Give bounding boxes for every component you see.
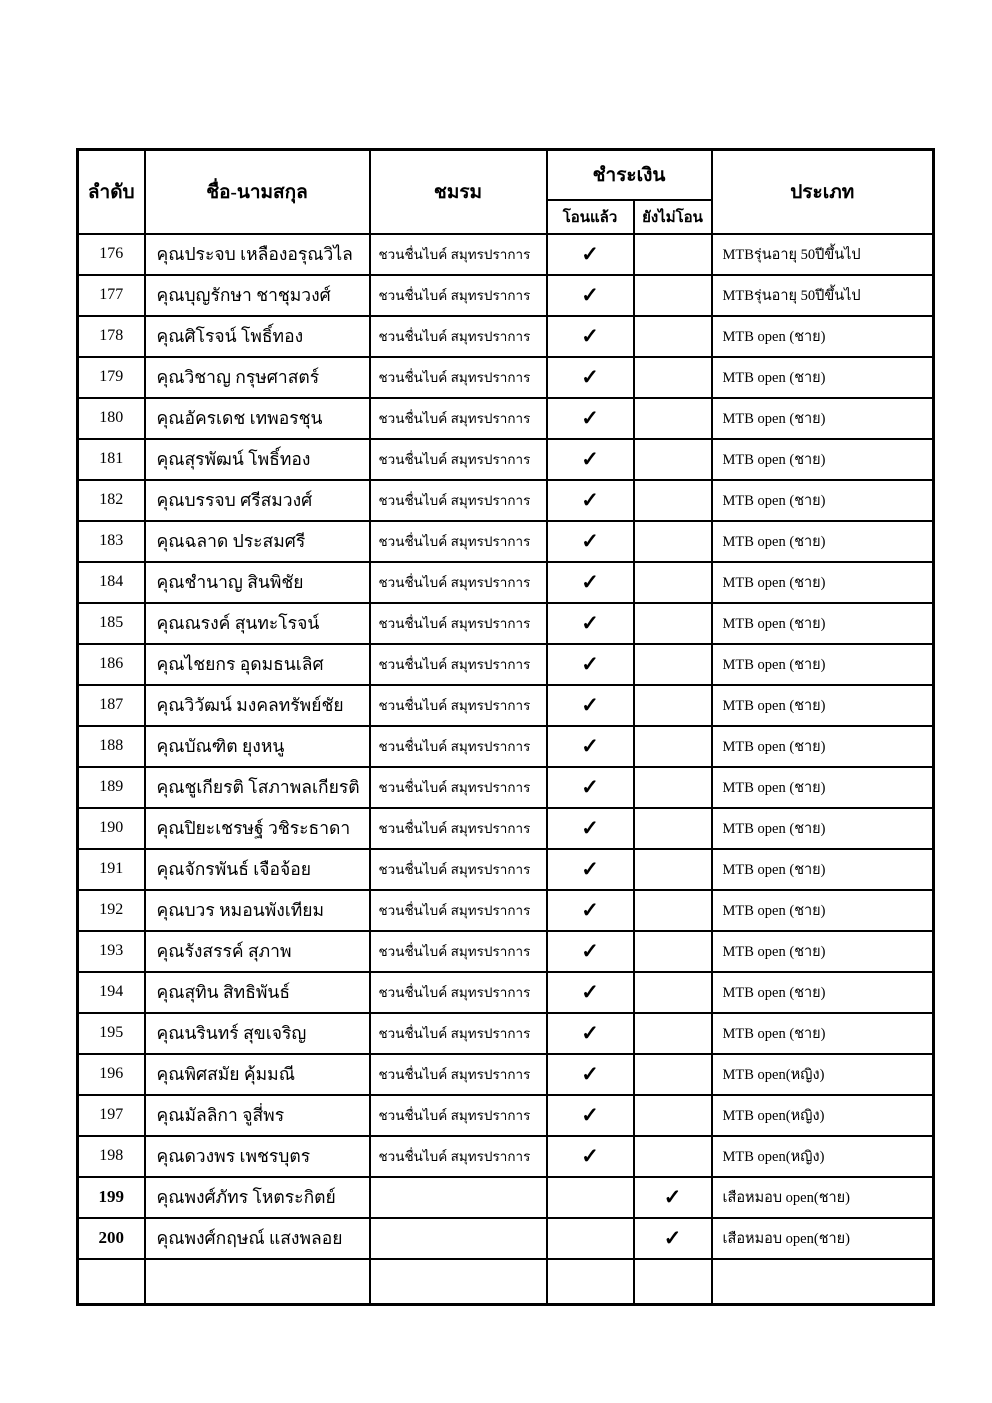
cell-name: คุณบรรจบ ศรีสมวงศ์ — [145, 480, 370, 521]
cell-no: 181 — [78, 439, 145, 480]
unpaid-check-icon — [634, 521, 712, 562]
cell-no: 178 — [78, 316, 145, 357]
cell-club: ชวนชื่นไบค์ สมุทรปราการ — [370, 234, 547, 275]
table-row — [78, 808, 934, 849]
paid-check-icon: ✓ — [547, 234, 634, 275]
table-row — [78, 726, 934, 767]
table-row — [78, 685, 934, 726]
unpaid-check-icon — [634, 685, 712, 726]
cell-name: คุณบุญรักษา ชาชุมวงศ์ — [145, 275, 370, 316]
cell-category: MTB open (ชาย) — [712, 726, 934, 767]
cell-name: คุณฉลาด ประสมศรี — [145, 521, 370, 562]
paid-check-icon: ✓ — [547, 1136, 634, 1177]
cell-name: คุณมัลลิกา จูสี่พร — [145, 1095, 370, 1136]
cell-club: ชวนชื่นไบค์ สมุทรปราการ — [370, 480, 547, 521]
cell-no: 198 — [78, 1136, 145, 1177]
cell-club: ชวนชื่นไบค์ สมุทรปราการ — [370, 521, 547, 562]
paid-check-icon: ✓ — [547, 972, 634, 1013]
cell-category: เสือหมอบ open(ชาย) — [712, 1177, 934, 1218]
cell-club: ชวนชื่นไบค์ สมุทรปราการ — [370, 603, 547, 644]
header-club: ชมรม — [370, 150, 547, 234]
table-row — [78, 480, 934, 521]
cell-club: ชวนชื่นไบค์ สมุทรปราการ — [370, 685, 547, 726]
cell-club — [370, 1177, 547, 1218]
unpaid-check-icon — [634, 890, 712, 931]
cell-club: ชวนชื่นไบค์ สมุทรปราการ — [370, 726, 547, 767]
cell-name: คุณพงศ์ภัทร โหตระกิตย์ — [145, 1177, 370, 1218]
cell-name: คุณวิชาญ กรุษศาสตร์ — [145, 357, 370, 398]
cell-no: 191 — [78, 849, 145, 890]
table-row — [78, 890, 934, 931]
cell-no: 196 — [78, 1054, 145, 1095]
cell-club — [370, 1218, 547, 1259]
paid-check-icon: ✓ — [547, 1013, 634, 1054]
header-name: ชื่อ-นามสกุล — [145, 150, 370, 234]
table-row — [78, 1177, 934, 1218]
unpaid-check-icon — [634, 972, 712, 1013]
paid-check-icon: ✓ — [547, 808, 634, 849]
table-row — [78, 234, 934, 275]
cell-club: ชวนชื่นไบค์ สมุทรปราการ — [370, 562, 547, 603]
cell-name: คุณสุรพัฒน์ โพธิ์ทอง — [145, 439, 370, 480]
cell-no: 185 — [78, 603, 145, 644]
cell-category: MTB open (ชาย) — [712, 398, 934, 439]
cell-no: 176 — [78, 234, 145, 275]
cell-no: 193 — [78, 931, 145, 972]
cell-no: 195 — [78, 1013, 145, 1054]
table-row — [78, 562, 934, 603]
cell-club: ชวนชื่นไบค์ สมุทรปราการ — [370, 767, 547, 808]
cell-name: คุณประจบ เหลืองอรุณวิไล — [145, 234, 370, 275]
cell-name: คุณรังสรรค์ สุภาพ — [145, 931, 370, 972]
cell-club: ชวนชื่นไบค์ สมุทรปราการ — [370, 644, 547, 685]
header-payment: ชำระเงิน — [547, 150, 712, 200]
table-row — [78, 316, 934, 357]
unpaid-check-icon — [634, 931, 712, 972]
cell-category: MTB open(หญิง) — [712, 1136, 934, 1177]
table-header — [78, 150, 934, 234]
paid-check-icon: ✓ — [547, 931, 634, 972]
cell-club: ชวนชื่นไบค์ สมุทรปราการ — [370, 316, 547, 357]
unpaid-check-icon — [634, 1259, 712, 1305]
paid-check-icon: ✓ — [547, 480, 634, 521]
cell-no: 187 — [78, 685, 145, 726]
paid-check-icon: ✓ — [547, 1054, 634, 1095]
cell-club: ชวนชื่นไบค์ สมุทรปราการ — [370, 849, 547, 890]
cell-no: 200 — [78, 1218, 145, 1259]
table-row — [78, 603, 934, 644]
registration-table — [76, 148, 935, 1306]
unpaid-check-icon — [634, 644, 712, 685]
paid-check-icon: ✓ — [547, 521, 634, 562]
table-row — [78, 972, 934, 1013]
cell-name: คุณพิศสมัย คุ้มมณี — [145, 1054, 370, 1095]
cell-category: MTB open (ชาย) — [712, 890, 934, 931]
cell-club: ชวนชื่นไบค์ สมุทรปราการ — [370, 972, 547, 1013]
table-row — [78, 644, 934, 685]
table-row — [78, 1095, 934, 1136]
cell-name: คุณดวงพร เพชรบุตร — [145, 1136, 370, 1177]
cell-name: คุณศิโรจน์ โพธิ์ทอง — [145, 316, 370, 357]
cell-club: ชวนชื่นไบค์ สมุทรปราการ — [370, 931, 547, 972]
cell-no: 190 — [78, 808, 145, 849]
unpaid-check-icon — [634, 1136, 712, 1177]
cell-club: ชวนชื่นไบค์ สมุทรปราการ — [370, 398, 547, 439]
unpaid-check-icon: ✓ — [634, 1218, 712, 1259]
cell-category: MTB open (ชาย) — [712, 972, 934, 1013]
unpaid-check-icon — [634, 1095, 712, 1136]
paid-check-icon: ✓ — [547, 439, 634, 480]
cell-name: คุณพงศ์กฤษณ์ แสงพลอย — [145, 1218, 370, 1259]
unpaid-check-icon — [634, 562, 712, 603]
cell-name: คุณณรงค์ สุนทะโรจน์ — [145, 603, 370, 644]
cell-name: คุณบวร หมอนพังเทียม — [145, 890, 370, 931]
paid-check-icon: ✓ — [547, 398, 634, 439]
cell-category: MTB open (ชาย) — [712, 603, 934, 644]
unpaid-check-icon — [634, 1013, 712, 1054]
cell-category: MTB open (ชาย) — [712, 685, 934, 726]
paid-check-icon: ✓ — [547, 316, 634, 357]
cell-no — [78, 1259, 145, 1305]
document-page — [76, 148, 935, 1306]
cell-no: 182 — [78, 480, 145, 521]
unpaid-check-icon — [634, 808, 712, 849]
cell-category: MTB open (ชาย) — [712, 1013, 934, 1054]
cell-club: ชวนชื่นไบค์ สมุทรปราการ — [370, 357, 547, 398]
cell-name — [145, 1259, 370, 1305]
table-row — [78, 1259, 934, 1305]
unpaid-check-icon — [634, 849, 712, 890]
cell-category: MTB open (ชาย) — [712, 931, 934, 972]
table-row — [78, 275, 934, 316]
cell-no: 177 — [78, 275, 145, 316]
table-row — [78, 439, 934, 480]
cell-no: 192 — [78, 890, 145, 931]
cell-no: 183 — [78, 521, 145, 562]
cell-category: MTB open (ชาย) — [712, 808, 934, 849]
paid-check-icon — [547, 1259, 634, 1305]
table-row — [78, 398, 934, 439]
cell-name: คุณสุทิน สิทธิพันธ์ — [145, 972, 370, 1013]
unpaid-check-icon — [634, 275, 712, 316]
cell-name: คุณอัครเดช เทพอรชุน — [145, 398, 370, 439]
cell-club: ชวนชื่นไบค์ สมุทรปราการ — [370, 275, 547, 316]
table-row — [78, 521, 934, 562]
cell-category: MTB open (ชาย) — [712, 316, 934, 357]
cell-club: ชวนชื่นไบค์ สมุทรปราการ — [370, 890, 547, 931]
table-row — [78, 931, 934, 972]
cell-no: 179 — [78, 357, 145, 398]
header-no: ลำดับ — [78, 150, 145, 234]
cell-club: ชวนชื่นไบค์ สมุทรปราการ — [370, 1136, 547, 1177]
paid-check-icon: ✓ — [547, 562, 634, 603]
paid-check-icon: ✓ — [547, 849, 634, 890]
cell-name: คุณบัณฑิต ยุงหนู — [145, 726, 370, 767]
unpaid-check-icon: ✓ — [634, 1177, 712, 1218]
cell-name: คุณวิวัฒน์ มงคลทรัพย์ชัย — [145, 685, 370, 726]
cell-category: เสือหมอบ open(ชาย) — [712, 1218, 934, 1259]
table-row — [78, 767, 934, 808]
cell-no: 194 — [78, 972, 145, 1013]
cell-category: MTB open (ชาย) — [712, 357, 934, 398]
cell-name: คุณนรินทร์ สุขเจริญ — [145, 1013, 370, 1054]
paid-check-icon: ✓ — [547, 275, 634, 316]
paid-check-icon: ✓ — [547, 767, 634, 808]
cell-category: MTB open (ชาย) — [712, 562, 934, 603]
unpaid-check-icon — [634, 603, 712, 644]
table-row — [78, 1218, 934, 1259]
table-row — [78, 849, 934, 890]
cell-no: 197 — [78, 1095, 145, 1136]
cell-category: MTB open(หญิง) — [712, 1054, 934, 1095]
cell-club: ชวนชื่นไบค์ สมุทรปราการ — [370, 1054, 547, 1095]
cell-club: ชวนชื่นไบค์ สมุทรปราการ — [370, 808, 547, 849]
paid-check-icon: ✓ — [547, 685, 634, 726]
paid-check-icon: ✓ — [547, 1095, 634, 1136]
cell-no: 180 — [78, 398, 145, 439]
paid-check-icon: ✓ — [547, 603, 634, 644]
header-paid: โอนแล้ว — [547, 200, 634, 234]
paid-check-icon — [547, 1177, 634, 1218]
table-row — [78, 357, 934, 398]
cell-category: MTBรุ่นอายุ 50ปีขึ้นไป — [712, 234, 934, 275]
paid-check-icon: ✓ — [547, 644, 634, 685]
cell-category: MTB open (ชาย) — [712, 480, 934, 521]
cell-category: MTB open(หญิง) — [712, 1095, 934, 1136]
cell-name: คุณชูเกียรติ โสภาพลเกียรติ — [145, 767, 370, 808]
cell-category: MTB open (ชาย) — [712, 521, 934, 562]
unpaid-check-icon — [634, 398, 712, 439]
cell-name: คุณปิยะเชรษฐ์ วชิระธาดา — [145, 808, 370, 849]
cell-category — [712, 1259, 934, 1305]
table-row — [78, 1136, 934, 1177]
unpaid-check-icon — [634, 1054, 712, 1095]
cell-no: 189 — [78, 767, 145, 808]
cell-category: MTB open (ชาย) — [712, 439, 934, 480]
header-unpaid: ยังไม่โอน — [634, 200, 712, 234]
cell-name: คุณไชยกร อุดมธนเลิศ — [145, 644, 370, 685]
unpaid-check-icon — [634, 439, 712, 480]
unpaid-check-icon — [634, 234, 712, 275]
cell-category: MTBรุ่นอายุ 50ปีขึ้นไป — [712, 275, 934, 316]
cell-category: MTB open (ชาย) — [712, 644, 934, 685]
cell-no: 199 — [78, 1177, 145, 1218]
table-body — [78, 234, 934, 1305]
table-row — [78, 1013, 934, 1054]
cell-club — [370, 1259, 547, 1305]
table-row — [78, 1054, 934, 1095]
header-category: ประเภท — [712, 150, 934, 234]
cell-club: ชวนชื่นไบค์ สมุทรปราการ — [370, 1095, 547, 1136]
cell-name: คุณชำนาญ สินพิชัย — [145, 562, 370, 603]
paid-check-icon: ✓ — [547, 726, 634, 767]
cell-no: 188 — [78, 726, 145, 767]
paid-check-icon: ✓ — [547, 357, 634, 398]
cell-club: ชวนชื่นไบค์ สมุทรปราการ — [370, 439, 547, 480]
unpaid-check-icon — [634, 357, 712, 398]
cell-category: MTB open (ชาย) — [712, 849, 934, 890]
unpaid-check-icon — [634, 480, 712, 521]
unpaid-check-icon — [634, 726, 712, 767]
paid-check-icon — [547, 1218, 634, 1259]
cell-category: MTB open (ชาย) — [712, 767, 934, 808]
cell-no: 184 — [78, 562, 145, 603]
paid-check-icon: ✓ — [547, 890, 634, 931]
unpaid-check-icon — [634, 316, 712, 357]
cell-name: คุณจักรพันธ์ เจือจ้อย — [145, 849, 370, 890]
unpaid-check-icon — [634, 767, 712, 808]
cell-no: 186 — [78, 644, 145, 685]
cell-club: ชวนชื่นไบค์ สมุทรปราการ — [370, 1013, 547, 1054]
